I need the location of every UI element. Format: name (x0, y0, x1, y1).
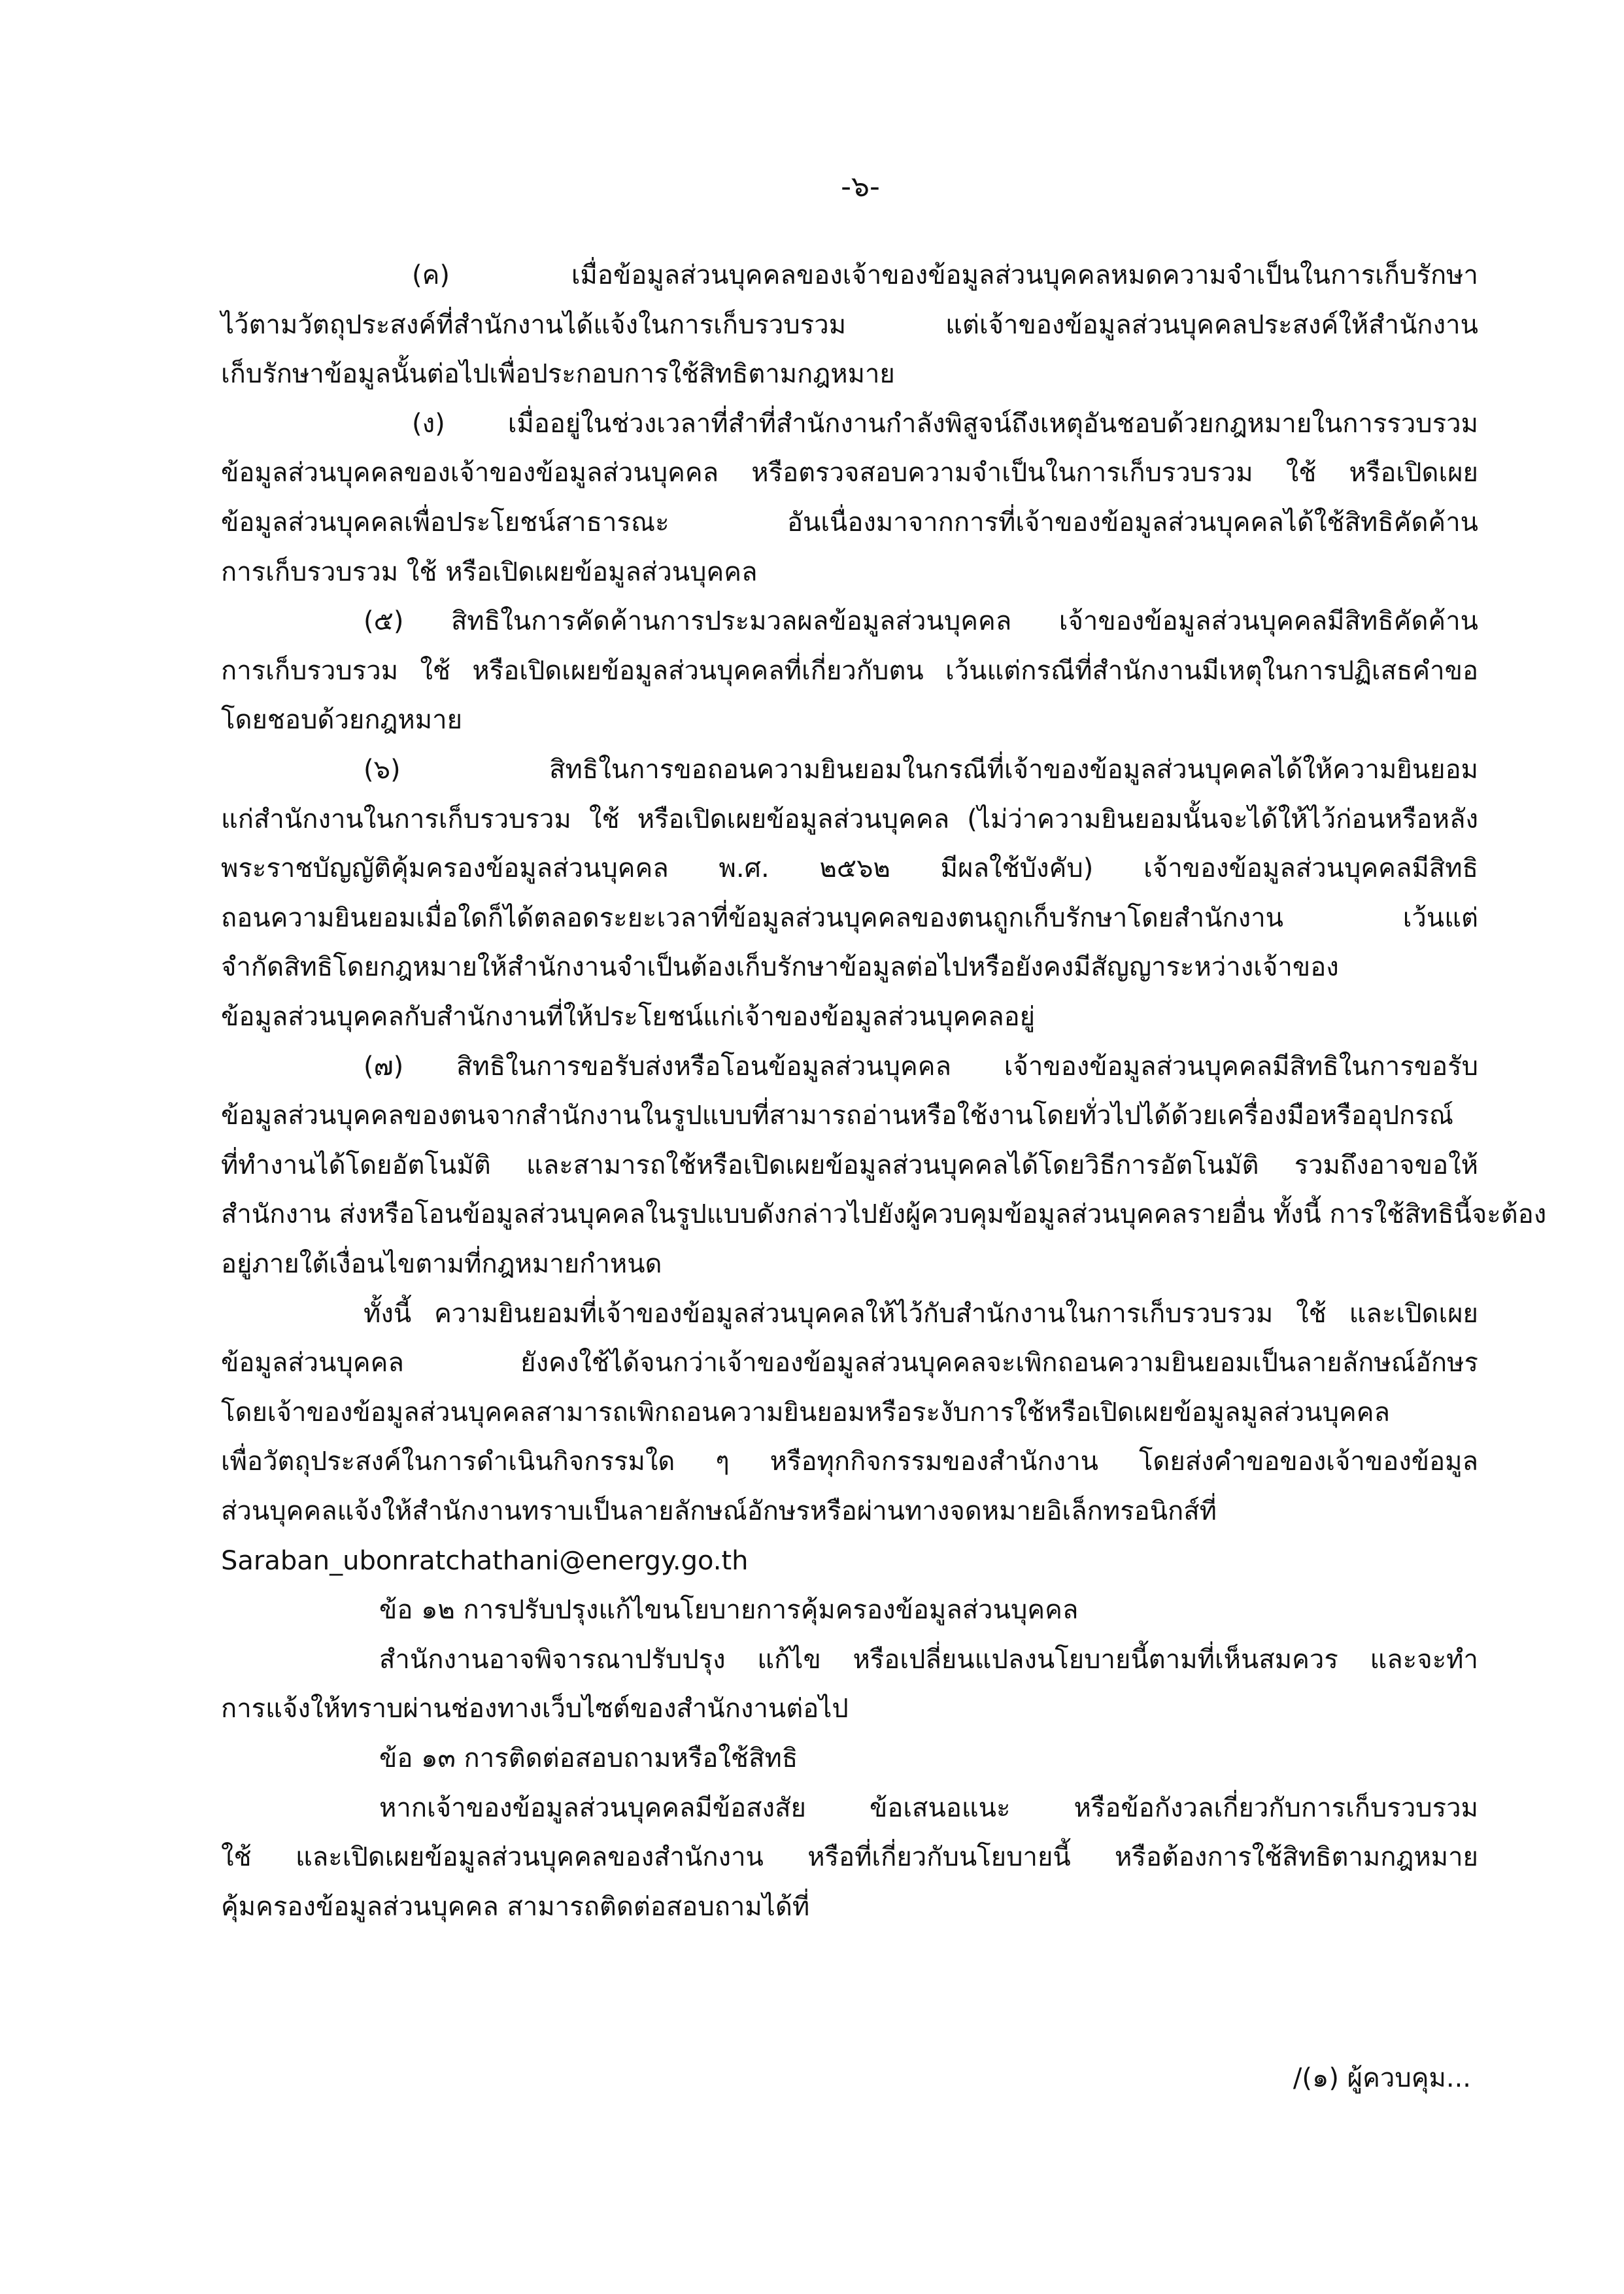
document-line: ข้อมูลส่วนบุคคลกับสำนักงานที่ให้ประโยชน์แก่เจ้าของข้อมูลส่วนบุคคลอยู่ (221, 1002, 1036, 1032)
document-line: อยู่ภายใต้เงื่อนไขตามที่กฎหมายกำหนด (221, 1249, 662, 1279)
document-line: ข้อ ๑๓ การติดต่อสอบถามหรือใช้สิทธิ (379, 1743, 798, 1773)
document-line: ใช้ และเปิดเผยข้อมูลส่วนบุคคลของสำนักงาน หรือที่เกี่ยวกับนโยบายนี้ หรือต้องการใช้สิทธิตามกฎหมาย (221, 1842, 1478, 1873)
document-line: (๗) สิทธิในการขอรับส่งหรือโอนข้อมูลส่วนบุคคล เจ้าของข้อมูลส่วนบุคคลมีสิทธิในการขอรับ (364, 1051, 1478, 1082)
document-line: ส่วนบุคคลแจ้งให้สำนักงานทราบเป็นลายลักษณ์อักษรหรือผ่านทางจดหมายอิเล็กทรอนิกส์ที่ (221, 1496, 1217, 1526)
document-line: โดยเจ้าของข้อมูลส่วนบุคคลสามารถเพิกถอนความยินยอมหรือระงับการใช้หรือเปิดเผยข้อมูลมูลส่วนบุคคล (221, 1397, 1390, 1428)
document-line: (ค) เมื่อข้อมูลส่วนบุคคลของเจ้าของข้อมูลส่วนบุคคลหมดความจำเป็นในการเก็บรักษา (412, 260, 1478, 290)
document-line: ข้อมูลส่วนบุคคลของเจ้าของข้อมูลส่วนบุคคล หรือตรวจสอบความจำเป็นในการเก็บรวบรวม ใช้ หรือเปิดเผย (221, 458, 1478, 488)
document-line: เก็บรักษาข้อมูลนั้นต่อไปเพื่อประกอบการใช้สิทธิตามกฎหมาย (221, 359, 895, 390)
document-line: (๖) สิทธิในการขอถอนความยินยอมในกรณีที่เจ้าของข้อมูลส่วนบุคคลได้ให้ความยินยอม (364, 755, 1478, 785)
document-line: แก่สำนักงานในการเก็บรวบรวม ใช้ หรือเปิดเผยข้อมูลส่วนบุคคล (ไม่ว่าความยินยอมนั้นจะได้ให้ไว้ก่อนหรือหลัง (221, 804, 1478, 834)
document-line: ไว้ตามวัตถุประสงค์ที่สำนักงานได้แจ้งในการเก็บรวบรวม แต่เจ้าของข้อมูลส่วนบุคคลประสงค์ให้สำนักงาน (221, 309, 1478, 340)
document-line: คุ้มครองข้อมูลส่วนบุคคล สามารถติดต่อสอบถามได้ที่ (221, 1891, 810, 1922)
document-line: ข้อมูลส่วนบุคคลเพื่อประโยชน์สาธารณะ อันเนื่องมาจากการที่เจ้าของข้อมูลส่วนบุคคลได้ใช้สิทธิคัดค้าน (221, 507, 1478, 538)
document-line: (๕) สิทธิในการคัดค้านการประมวลผลข้อมูลส่วนบุคคล เจ้าของข้อมูลส่วนบุคคลมีสิทธิคัดค้าน (364, 606, 1478, 637)
document-line: การแจ้งให้ทราบผ่านช่องทางเว็บไซต์ของสำนักงานต่อไป (221, 1694, 849, 1724)
document-line: สำนักงานอาจพิจารณาปรับปรุง แก้ไข หรือเปลี่ยนแปลงนโยบายนี้ตามที่เห็นสมควร และจะทำ (379, 1644, 1478, 1675)
document-line: ที่ทำงานได้โดยอัตโนมัติ และสามารถใช้หรือเปิดเผยข้อมูลส่วนบุคคลได้โดยวิธีการอัตโนมัติ รวมถึงอาจขอให้ (221, 1150, 1478, 1180)
document-line: โดยชอบด้วยกฎหมาย (221, 705, 463, 736)
document-line: (ง) เมื่ออยู่ในช่วงเวลาที่สำที่สำนักงานกำลังพิสูจน์ถึงเหตุอันชอบด้วยกฎหมายในการรวบรวม (412, 408, 1478, 439)
document-line: การเก็บรวบรวม ใช้ หรือเปิดเผยข้อมูลส่วนบุคคล (221, 556, 758, 587)
continuation-footer: /(๑) ผู้ควบคุม... (1293, 2063, 1471, 2093)
document-line: พระราชบัญญัติคุ้มครองข้อมูลส่วนบุคคล พ.ศ. ๒๕๖๒ มีผลใช้บังคับ) เจ้าของข้อมูลส่วนบุคคลมีสิทธิ (221, 853, 1478, 884)
document-line: จำกัดสิทธิโดยกฎหมายให้สำนักงานจำเป็นต้องเก็บรักษาข้อมูลต่อไปหรือยังคงมีสัญญาระหว่างเจ้าของ (221, 952, 1339, 983)
document-line: ข้อมูลส่วนบุคคล ยังคงใช้ได้จนกว่าเจ้าของข้อมูลส่วนบุคคลจะเพิกถอนความยินยอมเป็นลายลักษณ์อักษร (221, 1348, 1478, 1378)
document-line: การเก็บรวบรวม ใช้ หรือเปิดเผยข้อมูลส่วนบุคคลที่เกี่ยวกับตน เว้นแต่กรณีที่สำนักงานมีเหตุในการปฏิเสธคำขอ (221, 655, 1478, 686)
document-line: หากเจ้าของข้อมูลส่วนบุคคลมีข้อสงสัย ข้อเสนอแนะ หรือข้อกังวลเกี่ยวกับการเก็บรวบรวม (379, 1792, 1478, 1823)
document-line: สำนักงาน ส่งหรือโอนข้อมูลส่วนบุคคลในรูปแบบดังกล่าวไปยังผู้ควบคุมข้อมูลส่วนบุคคลรายอื่น ทั้งนี้ การใช้สิทธินี้จะต้อง (221, 1199, 1547, 1230)
document-line: ข้อมูลส่วนบุคคลของตนจากสำนักงานในรูปแบบที่สามารถอ่านหรือใช้งานโดยทั่วไปได้ด้วยเครื่องมือหรืออุปกรณ์ (221, 1101, 1453, 1131)
document-line: ข้อ ๑๒ การปรับปรุงแก้ไขนโยบายการคุ้มครองข้อมูลส่วนบุคคล (379, 1595, 1079, 1626)
page-number: -๖- (841, 170, 880, 203)
document-line: ถอนความยินยอมเมื่อใดก็ได้ตลอดระยะเวลาที่ข้อมูลส่วนบุคคลของตนถูกเก็บรักษาโดยสำนักงาน เว้นแต่ (221, 902, 1478, 933)
document-line: เพื่อวัตถุประสงค์ในการดำเนินกิจกรรมใด ๆ หรือทุกกิจกรรมของสำนักงาน โดยส่งคำขอของเจ้าของข้อมูล (221, 1447, 1478, 1477)
email-address: Saraban_ubonratchathani@energy.go.th (221, 1545, 749, 1576)
document-line: ทั้งนี้ ความยินยอมที่เจ้าของข้อมูลส่วนบุคคลให้ไว้กับสำนักงานในการเก็บรวบรวม ใช้ และเปิดเผย (364, 1298, 1478, 1329)
